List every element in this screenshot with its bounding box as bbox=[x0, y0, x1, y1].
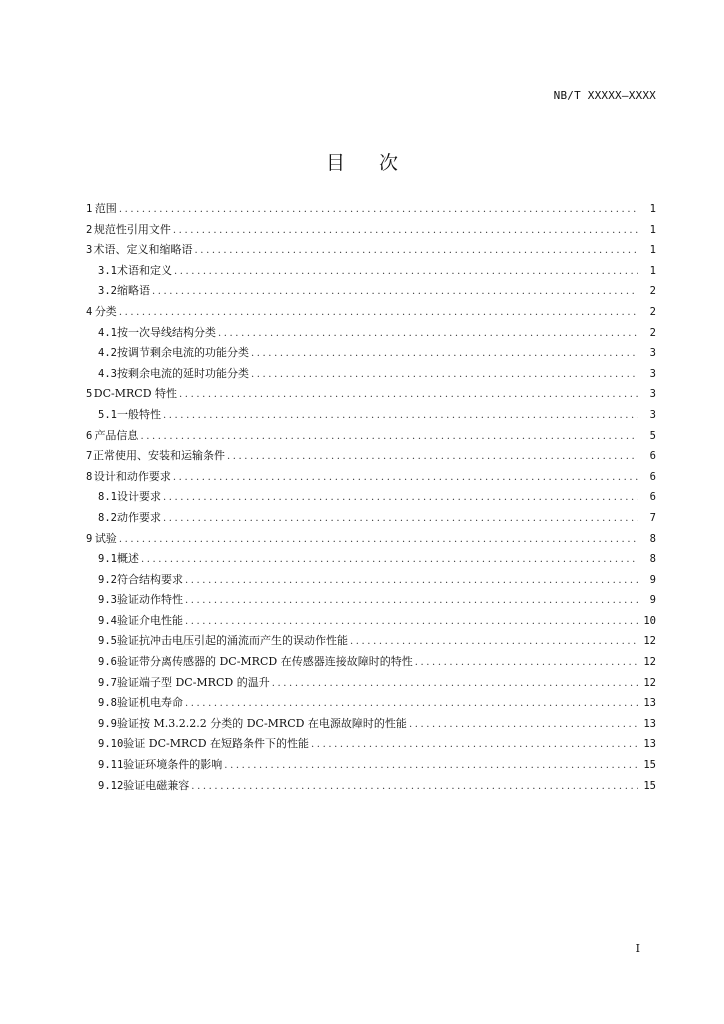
toc-leader-dots bbox=[173, 221, 638, 242]
toc-entry-label: 验证带分离传感器的 DC-MRCD 在传感器连接故障时的特性 bbox=[116, 655, 413, 669]
toc-entry-label: 范围 bbox=[94, 202, 117, 215]
toc-leader-dots bbox=[185, 591, 638, 612]
toc-entry-page: 8 bbox=[649, 532, 656, 545]
toc-entry-page: 13 bbox=[643, 697, 656, 710]
toc-entry[interactable] bbox=[86, 281, 656, 302]
toc-entry-page: 5 bbox=[649, 429, 656, 442]
toc-entry-number: 1 bbox=[86, 203, 93, 215]
toc-entry-number: 9.5 bbox=[98, 635, 117, 648]
toc-entry[interactable] bbox=[86, 467, 656, 488]
toc-entry-label: 验证按 M.3.2.2.2 分类的 DC-MRCD 在电源故障时的性能 bbox=[116, 716, 407, 730]
toc-entry-number: 9.7 bbox=[98, 676, 117, 689]
footer-page-number: I bbox=[635, 942, 640, 955]
toc-entry-page: 6 bbox=[649, 470, 656, 483]
page-title: 目次 bbox=[325, 152, 432, 174]
toc-entry[interactable] bbox=[86, 529, 656, 550]
toc-entry-label: 术语、定义和缩略语 bbox=[93, 243, 193, 257]
toc-entry-number: 9.6 bbox=[98, 656, 117, 669]
toc-entry-page: 6 bbox=[649, 450, 656, 463]
toc-leader-dots bbox=[251, 344, 638, 365]
toc-entry-number: 8.2 bbox=[98, 511, 117, 524]
toc-leader-dots bbox=[140, 427, 638, 448]
toc-entry-page: 12 bbox=[643, 676, 656, 689]
toc-entry-number: 4 bbox=[86, 305, 93, 318]
toc-entry[interactable] bbox=[86, 673, 656, 694]
toc-entry-label: 规范性引用文件 bbox=[93, 222, 171, 236]
toc-leader-dots bbox=[173, 468, 638, 489]
toc-entry-label: 设计和动作要求 bbox=[93, 469, 171, 483]
toc-entry-label: DC-MRCD 特性 bbox=[93, 387, 178, 401]
toc-leader-dots bbox=[179, 385, 638, 406]
toc-entry-label: 按一次导线结构分类 bbox=[116, 325, 216, 339]
toc-leader-dots bbox=[195, 241, 638, 262]
toc-leader-dots bbox=[409, 715, 638, 736]
toc-leader-dots bbox=[152, 282, 638, 303]
toc-entry-page: 6 bbox=[649, 491, 656, 504]
toc-entry[interactable] bbox=[86, 734, 656, 755]
toc-leader-dots bbox=[119, 303, 638, 324]
toc-entry-page: 15 bbox=[643, 759, 656, 772]
toc-leader-dots bbox=[174, 262, 638, 283]
toc-entry-label: 分类 bbox=[94, 304, 117, 318]
toc-entry-number: 9.12 bbox=[98, 779, 124, 792]
toc-entry[interactable] bbox=[86, 776, 656, 797]
toc-entry-label: 验证端子型 DC-MRCD 的温升 bbox=[116, 675, 270, 689]
toc-entry[interactable] bbox=[86, 384, 656, 405]
toc-entry-number: 2 bbox=[86, 223, 93, 236]
toc-entry[interactable] bbox=[86, 508, 656, 529]
toc-entry-label: 概述 bbox=[116, 552, 139, 566]
toc-entry[interactable] bbox=[86, 302, 656, 323]
toc-entry[interactable] bbox=[86, 590, 656, 611]
toc-entry-label: 符合结构要求 bbox=[116, 572, 183, 586]
table-of-contents bbox=[86, 199, 656, 796]
toc-entry-label: 动作要求 bbox=[116, 510, 161, 524]
toc-entry-page: 3 bbox=[649, 408, 656, 421]
toc-entry-number: 4.2 bbox=[98, 347, 117, 360]
toc-leader-dots bbox=[311, 735, 638, 756]
toc-entry-page: 3 bbox=[649, 367, 656, 380]
toc-entry[interactable] bbox=[86, 240, 656, 261]
toc-entry-label: 验证机电寿命 bbox=[116, 696, 183, 710]
toc-entry-page: 13 bbox=[643, 717, 656, 730]
toc-entry[interactable] bbox=[86, 323, 656, 344]
toc-leader-dots bbox=[185, 571, 638, 592]
toc-entry-number: 8.1 bbox=[98, 491, 117, 504]
toc-entry-page: 1 bbox=[649, 203, 656, 215]
toc-entry-number: 8 bbox=[86, 470, 93, 483]
toc-entry[interactable] bbox=[86, 631, 656, 652]
toc-entry-number: 9.10 bbox=[98, 738, 124, 751]
toc-entry-number: 9.4 bbox=[98, 614, 117, 627]
toc-entry-page: 2 bbox=[649, 285, 656, 298]
toc-entry-page: 2 bbox=[649, 326, 656, 339]
toc-entry-page: 12 bbox=[643, 635, 656, 648]
toc-entry-number: 9.11 bbox=[98, 759, 124, 772]
toc-leader-dots bbox=[163, 406, 638, 427]
toc-entry-page: 7 bbox=[649, 511, 656, 524]
toc-entry[interactable] bbox=[86, 446, 656, 467]
toc-entry[interactable] bbox=[86, 220, 656, 241]
toc-leader-dots bbox=[185, 612, 638, 633]
toc-entry-page: 1 bbox=[649, 244, 656, 257]
toc-entry-number: 3 bbox=[86, 244, 93, 257]
toc-entry[interactable] bbox=[86, 652, 656, 673]
toc-leader-dots bbox=[272, 674, 638, 695]
toc-entry[interactable] bbox=[86, 364, 656, 385]
toc-entry[interactable] bbox=[86, 714, 656, 735]
toc-entry-label: 按剩余电流的延时功能分类 bbox=[116, 366, 249, 380]
toc-entry[interactable] bbox=[86, 405, 656, 426]
toc-entry[interactable] bbox=[86, 611, 656, 632]
toc-entry-number: 9.3 bbox=[98, 594, 117, 607]
toc-entry[interactable] bbox=[86, 487, 656, 508]
toc-entry-page: 10 bbox=[643, 614, 656, 627]
toc-entry-number: 9.9 bbox=[98, 717, 117, 730]
toc-leader-dots bbox=[224, 756, 638, 777]
toc-entry-label: 缩略语 bbox=[116, 284, 150, 298]
toc-entry-number: 5 bbox=[86, 388, 93, 401]
toc-leader-dots bbox=[163, 509, 638, 530]
toc-entry[interactable] bbox=[86, 755, 656, 776]
toc-entry-number: 9.1 bbox=[98, 553, 117, 566]
toc-leader-dots bbox=[251, 365, 638, 386]
toc-entry-number: 3.2 bbox=[98, 285, 117, 298]
toc-entry-label: 验证环境条件的影响 bbox=[123, 758, 223, 772]
toc-entry-label: 试验 bbox=[94, 531, 117, 545]
toc-leader-dots bbox=[119, 530, 638, 551]
toc-leader-dots bbox=[218, 324, 638, 345]
toc-entry-page: 1 bbox=[649, 264, 656, 277]
standard-number: NB/T XXXXX—XXXX bbox=[553, 89, 656, 102]
toc-entry[interactable] bbox=[86, 261, 656, 282]
toc-entry-page: 9 bbox=[649, 594, 656, 607]
toc-entry-label: 产品信息 bbox=[94, 428, 139, 442]
toc-entry-label: 术语和定义 bbox=[116, 263, 172, 277]
toc-entry-page: 3 bbox=[649, 388, 656, 401]
toc-entry-number: 9.2 bbox=[98, 573, 117, 586]
toc-entry-number: 7 bbox=[86, 450, 93, 463]
toc-entry-page: 3 bbox=[649, 347, 656, 360]
toc-entry-page: 2 bbox=[649, 305, 656, 318]
toc-entry-page: 15 bbox=[643, 779, 656, 792]
toc-entry-page: 1 bbox=[649, 223, 656, 236]
toc-entry-page: 9 bbox=[649, 573, 656, 586]
toc-leader-dots bbox=[163, 488, 638, 509]
toc-entry-page: 8 bbox=[649, 553, 656, 566]
toc-entry-number: 9.8 bbox=[98, 697, 117, 710]
toc-entry-number: 3.1 bbox=[98, 264, 117, 277]
toc-entry-number: 9 bbox=[86, 532, 93, 545]
toc-entry-label: 设计要求 bbox=[116, 490, 161, 504]
toc-entry-page: 13 bbox=[643, 738, 656, 751]
toc-leader-dots bbox=[350, 632, 638, 653]
toc-entry-label: 验证动作特性 bbox=[116, 593, 183, 607]
toc-leader-dots bbox=[185, 694, 638, 715]
toc-entry[interactable] bbox=[86, 426, 656, 447]
toc-entry[interactable] bbox=[86, 570, 656, 591]
toc-entry-page: 12 bbox=[643, 656, 656, 669]
toc-entry[interactable] bbox=[86, 343, 656, 364]
toc-entry-label: 验证抗冲击电压引起的涌流而产生的误动作性能 bbox=[116, 634, 348, 648]
toc-entry-label: 验证 DC-MRCD 在短路条件下的性能 bbox=[123, 737, 310, 751]
toc-leader-dots bbox=[119, 200, 638, 221]
toc-entry[interactable] bbox=[86, 693, 656, 714]
toc-entry-label: 验证介电性能 bbox=[116, 613, 183, 627]
toc-entry-label: 一般特性 bbox=[116, 407, 161, 421]
toc-entry-number: 4.3 bbox=[98, 367, 117, 380]
toc-leader-dots bbox=[141, 550, 638, 571]
toc-leader-dots bbox=[227, 447, 638, 468]
toc-entry-label: 正常使用、安装和运输条件 bbox=[92, 449, 225, 463]
toc-leader-dots bbox=[191, 777, 638, 798]
toc-leader-dots bbox=[415, 653, 638, 674]
toc-entry-label: 验证电磁兼容 bbox=[123, 778, 190, 792]
toc-entry-number: 6 bbox=[86, 429, 93, 442]
toc-entry[interactable] bbox=[86, 199, 656, 220]
toc-entry-number: 5.1 bbox=[98, 408, 117, 421]
toc-entry-label: 按调节剩余电流的功能分类 bbox=[116, 346, 249, 360]
toc-entry-number: 4.1 bbox=[98, 326, 117, 339]
toc-entry[interactable] bbox=[86, 549, 656, 570]
